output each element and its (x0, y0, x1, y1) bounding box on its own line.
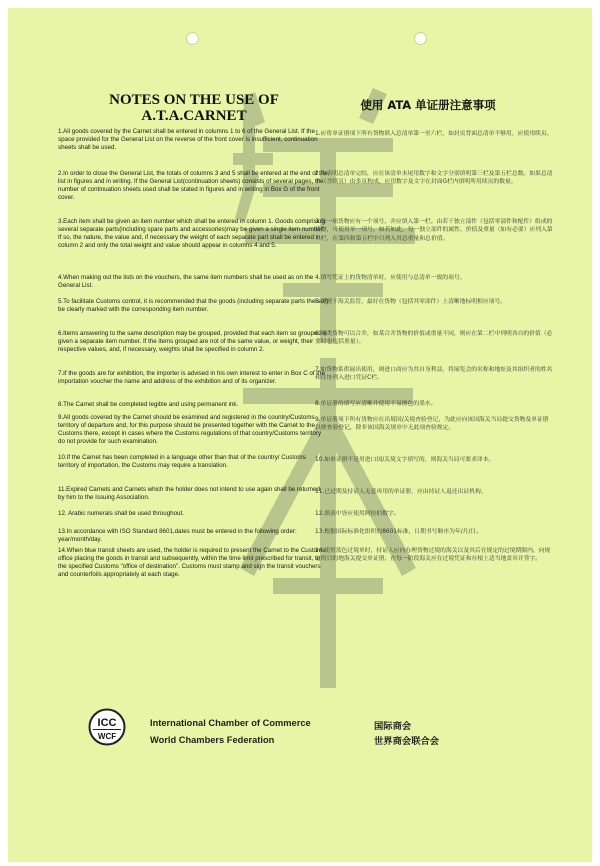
title-english: NOTES ON THE USE OF A.T.A.CARNET (109, 92, 279, 124)
org-name-zh-icc: 国际商会 (374, 721, 412, 732)
carnet-page (8, 8, 592, 862)
note-en-6: 6.Items answering to the same description may be grouped, provided that each item so grouped is given a separate item number. If the items grouped are not of the same value, or weight, their respective values, and, if necessary, weights shall be specified in column 2. (58, 330, 327, 353)
note-zh-9: 9.单证册项下所有货物应在出境国/关境查验登记，为此应向该国海关当局提交货物及单证册以便查验登记，除非该国海关规章中无此项查验规定。 (315, 417, 549, 432)
issuer-footer (88, 708, 488, 758)
note-en-3: 3.Each item shall be given an item number which shall be entered in column 1. Goods comprising several separate parts(including spare parts and accessories)may be given a single item number. If so, the nature, the value and, if necessary the weight of each separate part shall be entered in column 2 and only the total weight and value should appear in columns 4 and 5. (58, 218, 325, 249)
note-en-12: 12. Arabic numerals shall be used throughout. (58, 510, 184, 517)
note-zh-1: 1.应将单证册项下所有货物填入总清单第一至六栏，如封页背面总清单不够用，应使用续页。 (315, 131, 553, 137)
note-en-13: 13.In accordance with ISO Standard 8601,dates must be entered in the following order: year/month/day. (58, 528, 297, 543)
note-zh-7: 7.如货物系供展出使用，则进口商应为其自身利益，将展览会的名称和地址及其组织者的姓名和住址列入进口凭证C栏。 (315, 367, 553, 382)
logo-text-icc: ICC (97, 717, 117, 729)
note-en-2: 2.In order to close the General List, the totals of columns 3 and 5 shall be entered at the end of the list in figures and in writing. If the General List(continuation sheets) consists of several pages, the number of continuation sheets used shall be stated in figures and in writing in Box G of the front cover. (58, 170, 328, 201)
note-en-10: 10.If the Carnet has been completed in a language other than that of the country/ Customs territory of importation, the Customs may require a translation. (58, 454, 306, 469)
note-zh-14: 14.使用蓝色过境单时，持证人应向办理货物过境的海关以及其后在规定的过境期限内，向规定的目的地海关提交单证册，在每一阶段海关应在过境凭证和存根上适当地盖章并签字。 (315, 548, 551, 563)
org-name-zh-wcf: 世界商会联合会 (374, 736, 440, 747)
org-name-en-icc: International Chamber of Commerce (150, 718, 311, 728)
note-zh-8: 8.单证册的填写应清晰并使用不易擦色的墨水。 (315, 401, 437, 407)
note-en-9: 9.All goods covered by the Carnet should be examined and registered in the country/Customs territory of departure and, for this purpose should be presented together with the Carnet to the Customs there, except in cases where the Customs regulations of that country/Customs territory do not provide for such examination. (58, 414, 322, 445)
note-zh-4: 4.填写凭证上的货物清单时，应使用与总清单一致的项号。 (315, 275, 466, 281)
note-zh-11: 11.已过期及持证人无意再用的单证册，应由持证人退还出证机构。 (315, 489, 487, 495)
note-zh-10: 10.如单证册不是用进口国/关境文字填写的，则海关当局可要求译本。 (315, 457, 495, 463)
note-zh-5: 5.为便于海关监管，最好在货物（包括其零部件）上清晰地标明相应项号。 (315, 299, 507, 305)
title-chinese: 使用 ATA 单证册注意事项 (360, 98, 496, 112)
note-en-5: 5.To facilitate Customs control, it is recommended that the goods (including separate parts thereof) be clearly marked with the corresponding item number. (58, 298, 328, 313)
icc-wcf-logo (88, 708, 126, 746)
note-en-11: 11.Expired Carnets and Carnets which the holder does not intend to use again shall be returned by him to the Issuing Association. (58, 486, 320, 501)
note-zh-2: 2.为表明总清单完结，应在该清单末尾用数字和文字分别填明第三栏及第五栏总数。如果总清单（含续页）由多页构成，应用数字及文字在封面G栏内填明所用续页的数量。 (315, 171, 553, 186)
punch-hole-left (186, 32, 199, 45)
note-en-7: 7.If the goods are for exhibition, the importer is advised in his own interest to enter in Box C of the importation voucher the name and address of the exhibition and of its organizer. (58, 370, 325, 385)
note-zh-13: 13.根据国际标准化组织的8601标准，日期书写顺序为年/月/日。 (315, 529, 483, 535)
note-en-8: 8.The Carnet shall be completed legible and using permanent ink. (58, 401, 239, 408)
punch-hole-right (414, 32, 427, 45)
note-zh-12: 12.填表中皆应使用阿拉伯数字。 (315, 511, 400, 517)
note-en-4: 4.When making out the lists on the vouchers, the same item numbers shall be used as on the General List. (58, 274, 314, 289)
note-en-14: 14.When blue transit sheets are used, the holder is required to present the Carnet to the Customs office placing the goods in transit and subsequently, within the time limit prescribed for transit, to the specified Customs "office of destination". Customs must stamp and sign the transit vouchers and counterfoils appropriately at each stage. (58, 547, 326, 578)
logo-text-wcf: WCF (97, 732, 117, 741)
note-zh-3: 3.每一项货物应有一个项号，并应填入第一栏。由若干独立部件（包括零部件和配件）组成的货物，可使用单一项号。如若如此，每一独立部件的属性、价值及重量（如有必要）应列入第二栏，在第四和第五栏中只列入其总重量和总价值。 (315, 219, 553, 242)
note-en-1: 1.All goods covered by the Carnet shall be entered in columns 1 to 6 of the General List. If the space provided for the General List on the reverse of the front cover is insufficient, continuation sheets shall be used. (58, 128, 318, 151)
note-zh-6: 6.同类货物可以合并，如某合并货物的价值或重量不同，则应在第二栏中列明各自的价值（必要时也包括重量）。 (315, 331, 553, 346)
org-name-en-wcf: World Chambers Federation (150, 735, 275, 745)
